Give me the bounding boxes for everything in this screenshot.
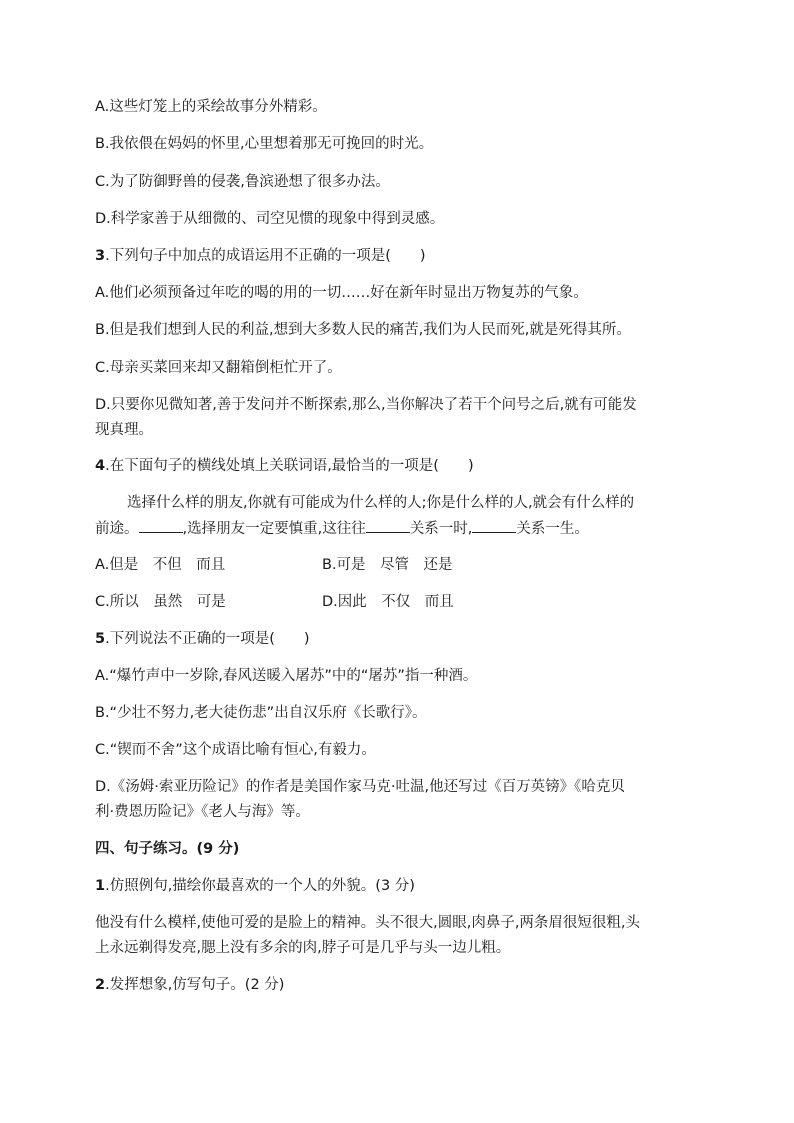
s4-q1-number: 1 (95, 878, 106, 894)
q2-option-a: A.这些灯笼上的采绘故事分外精彩。 (95, 99, 327, 115)
q3-option-a: A.他们必须预备过年吃的喝的用的一切……好在新年时显出万物复苏的气象。 (95, 285, 588, 301)
q3-stem-text: .下列句子中加点的成语运用不正确的一项是( ) (105, 248, 426, 264)
q4-passage-line1: 选择什么样的朋友,你就有可能成为什么样的人;你是什么样的人,就会有什么样的 (127, 495, 635, 511)
q4-number: 4 (95, 458, 106, 474)
q4-passage-line2 (95, 518, 589, 539)
q4-blank-1[interactable] (139, 518, 183, 533)
q4-option-d: D.因此 不仅 而且 (322, 594, 454, 610)
q5-option-a: A.“爆竹声中一岁除,春风送暖入屠苏”中的“屠苏”指一种酒。 (95, 668, 478, 684)
q5-number: 5 (95, 631, 106, 647)
q4-stem (95, 456, 474, 476)
section-4-title: 四、句子练习。(9 分) (95, 841, 240, 857)
q5-stem-text: .下列说法不正确的一项是( ) (105, 631, 310, 647)
q3-option-d-line1: D.只要你见微知著,善于发问并不断探索,那么,当你解决了若干个问号之后,就有可能发 (95, 397, 637, 413)
s4-q1-example-line1: 他没有什么模样,使他可爱的是脸上的精神。头不很大,圆眼,肉鼻子,两条眉很短很粗,头 (95, 915, 641, 931)
q4-option-a: A.但是 不但 而且 (95, 557, 226, 573)
q5-stem (95, 629, 310, 649)
q4-blank-3[interactable] (472, 518, 516, 533)
s4-q1-stem (95, 876, 415, 896)
q4-stem-text: .在下面句子的横线处填上关联词语,最恰当的一项是( ) (105, 458, 474, 474)
q5-option-d-line1: D.《汤姆·索亚历险记》的作者是美国作家马克·吐温,他还写过《百万英镑》《哈克贝 (95, 779, 625, 795)
q4-blank-2[interactable] (366, 518, 410, 533)
q3-option-c: C.母亲买菜回来却又翻箱倒柜忙开了。 (95, 360, 342, 376)
q3-option-d-line2: 现真理。 (95, 422, 153, 438)
q5-option-c: C.“锲而不舍”这个成语比喻有恒心,有毅力。 (95, 742, 376, 758)
q2-option-b: B.我依偎在妈妈的怀里,心里想着那无可挽回的时光。 (95, 136, 434, 152)
q3-stem (95, 246, 426, 266)
s4-q1-stem-text: .仿照例句,描绘你最喜欢的一个人的外貌。(3 分) (105, 878, 415, 894)
q4-passage-seg2: ,选择朋友一定要慎重,这往往 (182, 521, 366, 537)
q3-option-b: B.但是我们想到人民的利益,想到大多数人民的痛苦,我们为人民而死,就是死得其所。 (95, 322, 631, 338)
q2-option-c: C.为了防御野兽的侵袭,鲁滨逊想了很多办法。 (95, 174, 390, 190)
q5-option-d-line2: 利·费恩历险记》《老人与海》等。 (95, 804, 310, 820)
s4-q2-stem (95, 975, 284, 995)
q3-number: 3 (95, 248, 106, 264)
s4-q1-example-line2: 上永远剃得发亮,腮上没有多余的肉,脖子可是几乎与头一边儿粗。 (95, 940, 511, 956)
q4-passage-seg4: 关系一生。 (516, 521, 589, 537)
q4-option-b: B.可是 尽管 还是 (322, 557, 453, 573)
q4-passage-seg3: 关系一时, (409, 521, 473, 537)
s4-q2-stem-text: .发挥想象,仿写句子。(2 分) (105, 977, 285, 993)
q5-option-b: B.“少壮不努力,老大徒伤悲”出自汉乐府《长歌行》。 (95, 705, 427, 721)
q2-option-d: D.科学家善于从细微的、司空见惯的现象中得到灵感。 (95, 211, 445, 227)
q4-passage-seg1: 前途。 (95, 521, 139, 537)
s4-q2-number: 2 (95, 977, 106, 993)
q4-option-c: C.所以 虽然 可是 (95, 594, 226, 610)
